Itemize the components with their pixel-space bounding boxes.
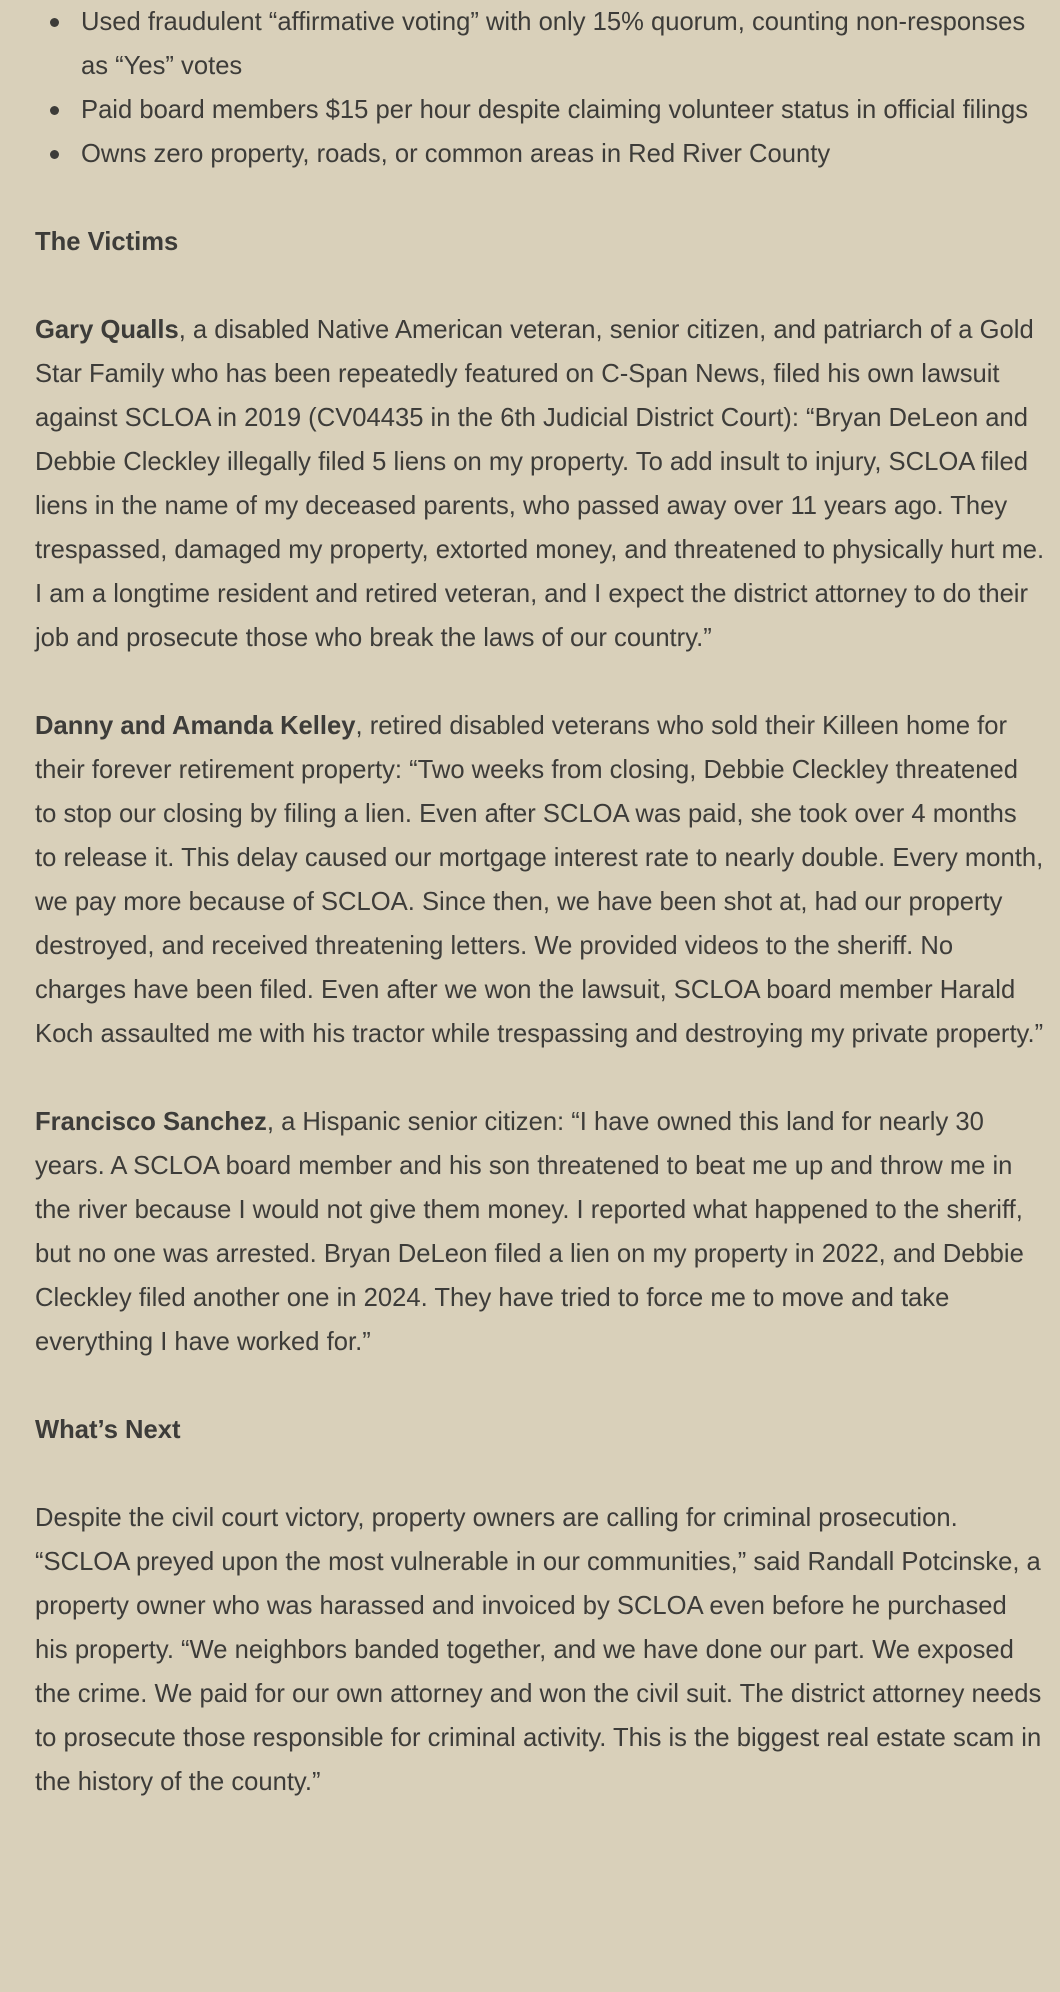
- section-heading-victims: The Victims: [35, 228, 179, 256]
- victim-statement: , a disabled Native American veteran, senior citizen, and patriarch of a Gold Star Family who has been repeatedly featured on C-Span News, filed his own lawsuit against SCLOA in 2019 (CV04435 in the 6th Judicial District Court): “Bryan DeLeon and Debbie Cleckley illegally filed 5 liens on my property. To add insult to injury, SCLOA filed liens in the name of my deceased parents, who passed away over 11 years ago. They trespassed, damaged my property, extorted money, and threatened to physically hurt me. I am a longtime resident and retired veteran, and I expect the district attorney to do their job and prosecute those who break the laws of our country.”: [35, 316, 1045, 652]
- victim-statement: , a Hispanic senior citizen: “I have owned this land for nearly 30 years. A SCLOA board member and his son threatened to beat me up and throw me in the river because I would not give them money. I reported what happened to the sheriff, but no one was arrested. Bryan DeLeon filed a lien on my property in 2022, and Debbie Cleckley filed another one in 2024. They have tried to force me to move and take everything I have worked for.”: [35, 1108, 1024, 1356]
- bullet-item: Paid board members $15 per hour despite claiming volunteer status in official filings: [0, 88, 1045, 132]
- bullet-item: Used fraudulent “affirmative voting” with only 15% quorum, counting non-responses as “Yes” votes: [0, 0, 1045, 88]
- victim-name: Gary Qualls: [35, 316, 179, 344]
- victim-name: Danny and Amanda Kelley: [35, 712, 356, 740]
- victim-paragraph: [35, 308, 1045, 660]
- victim-paragraph: [35, 1100, 1045, 1364]
- victim-paragraph: [35, 704, 1045, 1056]
- bullet-item: Owns zero property, roads, or common areas in Red River County: [0, 132, 1045, 176]
- article-body: [35, 0, 1045, 1804]
- victim-statement: , retired disabled veterans who sold their Killeen home for their forever retirement property: “Two weeks from closing, Debbie Cleckley threatened to stop our closing by filing a lien. Even after SCLOA was paid, she took over 4 months to release it. This delay caused our mortgage interest rate to nearly double. Every month, we pay more because of SCLOA. Since then, we have been shot at, had our property destroyed, and received threatening letters. We provided videos to the sheriff. No charges have been filed. Even after we won the lawsuit, SCLOA board member Harald Koch assaulted me with his tractor while trespassing and destroying my private property.”: [35, 712, 1044, 1048]
- whats-next-paragraph: Despite the civil court victory, property owners are calling for criminal prosecution. “SCLOA preyed upon the most vulnerable in our communities,” said Randall Potcinske, a property owner who was harassed and invoiced by SCLOA even before he purchased his property. “We neighbors banded together, and we have done our part. We exposed the crime. We paid for our own attorney and won the civil suit. The district attorney needs to prosecute those responsible for criminal activity. This is the biggest real estate scam in the history of the county.”: [35, 1504, 1042, 1796]
- section-heading-whats-next: What’s Next: [35, 1416, 181, 1444]
- victim-name: Francisco Sanchez: [35, 1108, 267, 1136]
- bullet-list: [35, 0, 1045, 176]
